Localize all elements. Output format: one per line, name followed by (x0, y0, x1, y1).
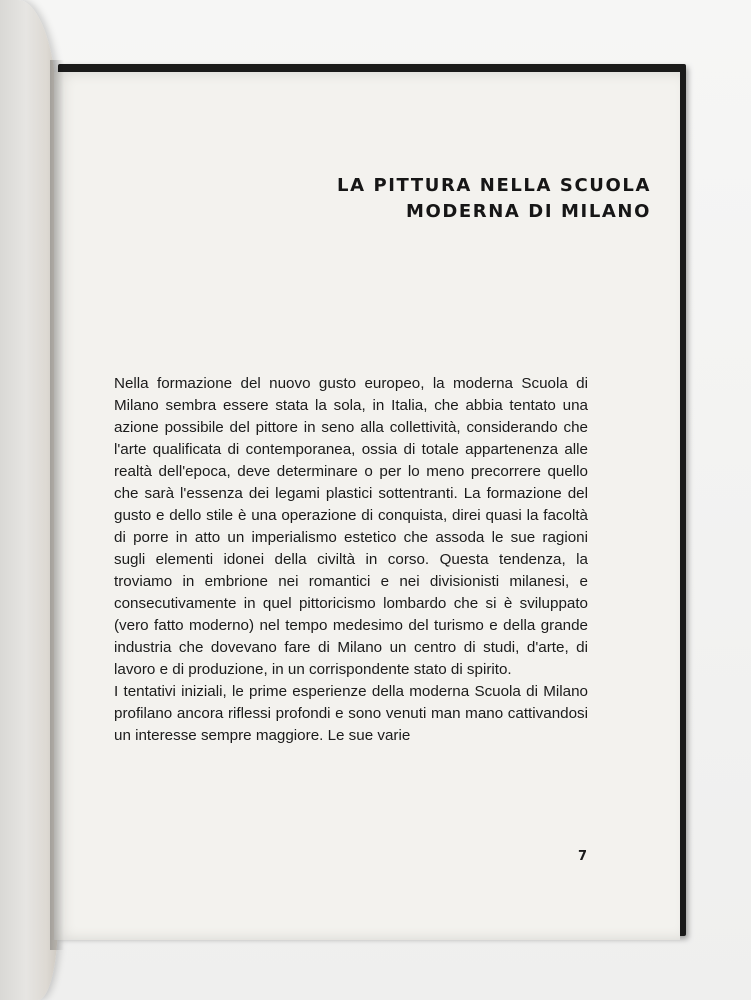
paragraph-1: Nella formazione del nuovo gusto europeo, la moderna Scuola di Milano sembra essere stata la sola, in Italia, che abbia tentato una azione possibile del pittore in seno alla collettività, considerando che l'arte qualificata di contemporanea, ossia di totale appartenenza alle realtà dell'epoca, deve determinare o per lo meno precorrere quello che sarà l'essenza dei legami plastici sottentranti. La formazione del gusto e dello stile è una operazione di conquista, direi quasi la facoltà di porre in atto un imperialismo estetico che assoda le sue ragioni sugli elementi idonei della civiltà in corso. Questa tendenza, la troviamo in embrione nei romantici e nei divisionisti milanesi, e consecutivamente in quel pittoricismo lombardo che si è sviluppato (vero fatto moderno) nel tempo medesimo del turismo e della grande industria che dovevano fare di Milano un centro di studi, d'arte, di lavoro e di produzione, in un corrispondente stato di spirito. (114, 375, 588, 678)
body-text (114, 373, 588, 747)
chapter-title-line-1: LA PITTURA NELLA SCUOLA (337, 175, 651, 196)
chapter-title-line-2: MODERNA DI MILANO (405, 201, 651, 222)
chapter-title (337, 173, 651, 225)
spine-shadow (50, 60, 64, 950)
paragraph-2: I tentativi iniziali, le prime esperienze della moderna Scuola di Milano profilano ancora riflessi profondi e sono venuti man mano cattivandosi un interesse sempre maggiore. Le sue varie (114, 683, 588, 744)
page-number: 7 (578, 849, 588, 864)
